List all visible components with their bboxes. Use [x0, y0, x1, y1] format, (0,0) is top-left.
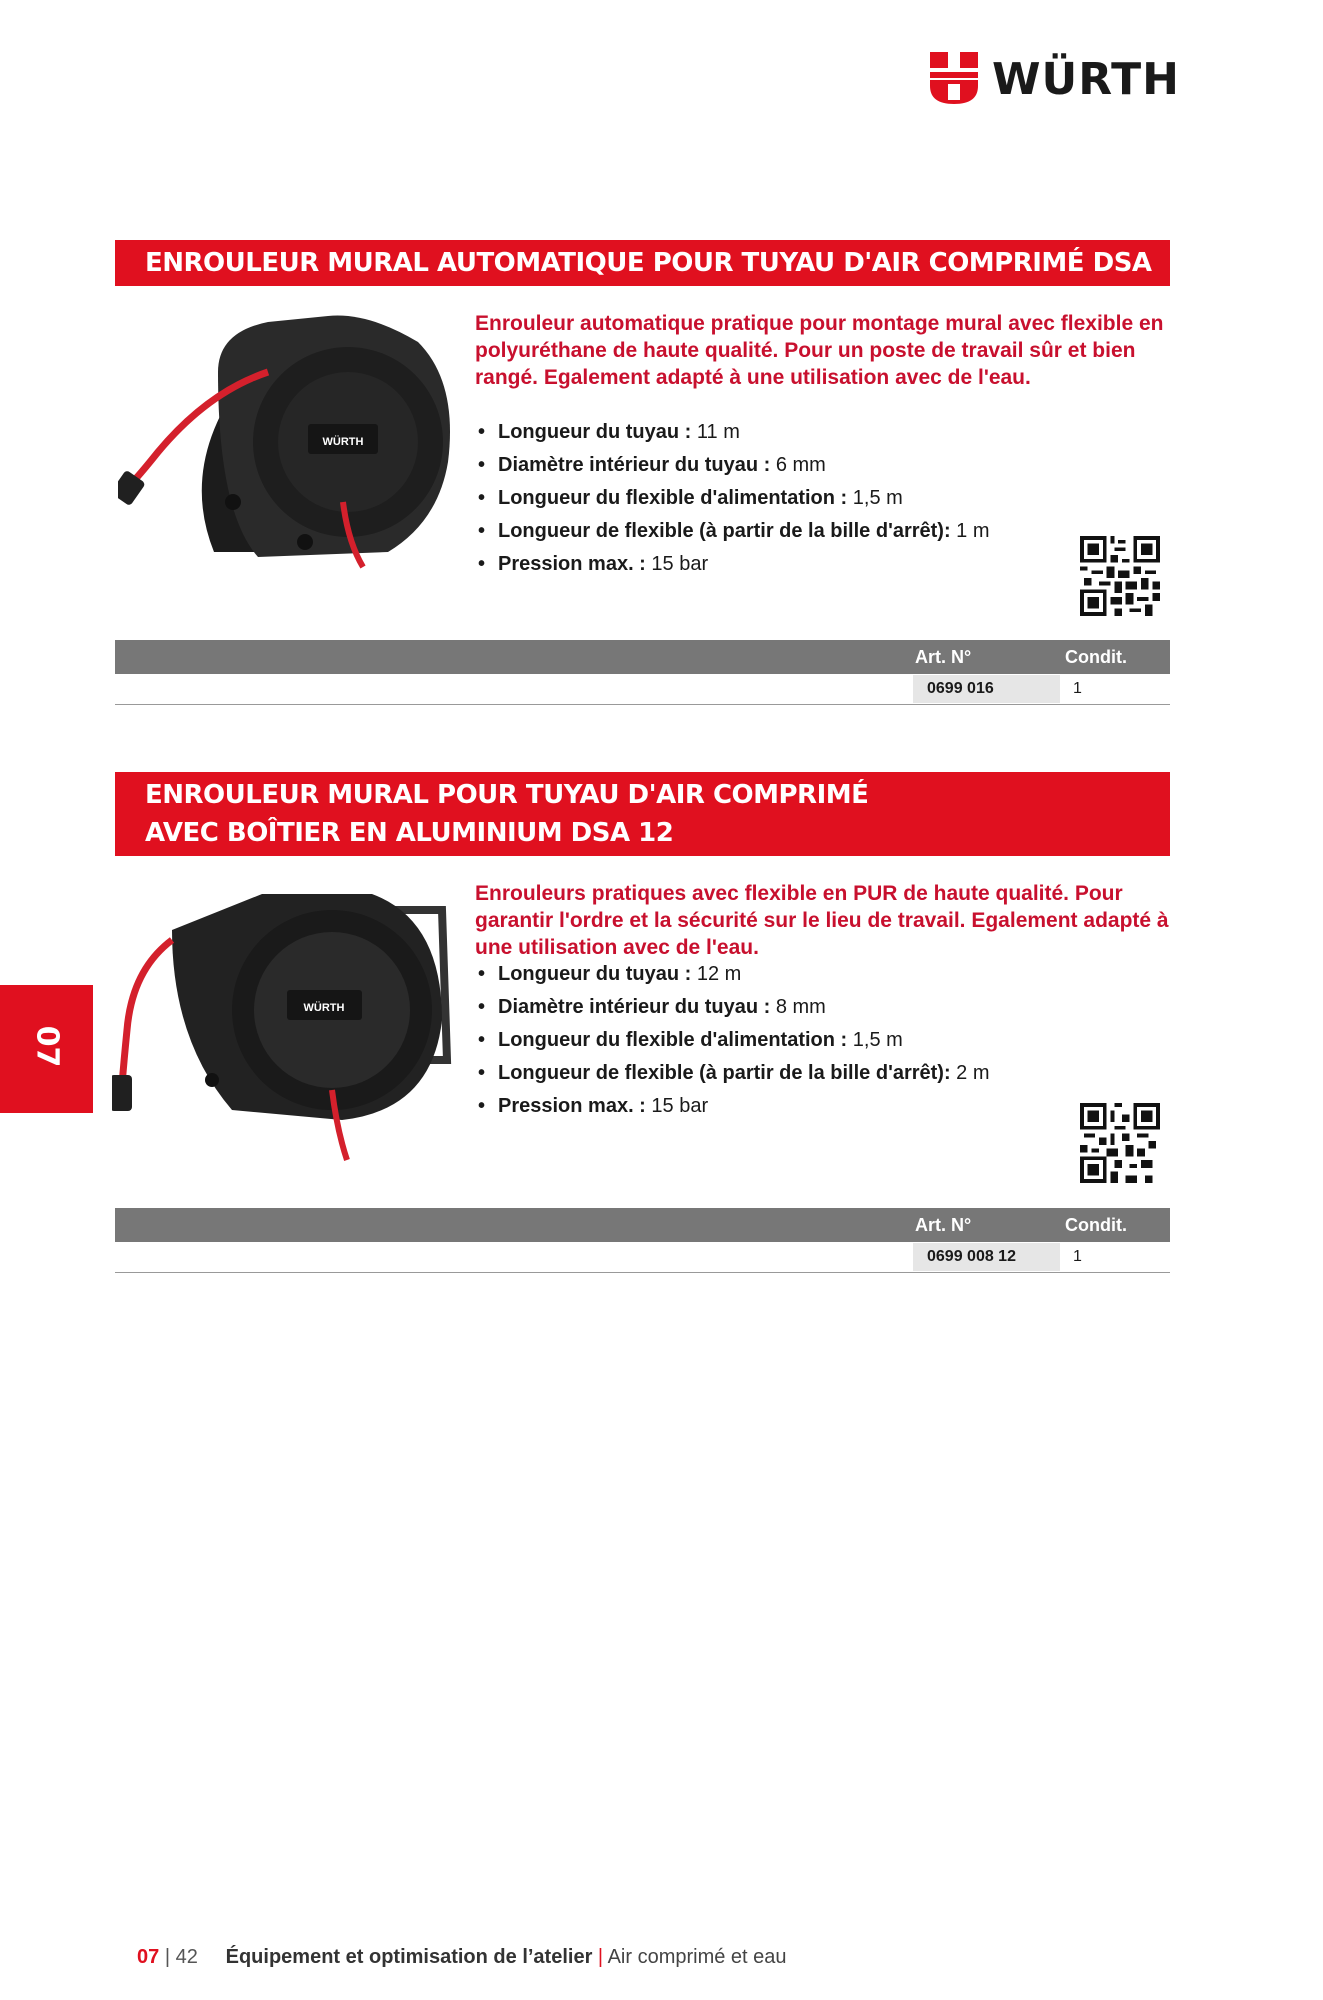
product-2-table-header — [115, 1208, 1170, 1242]
spec-item: • Longueur du flexible d'alimentation : 1,5 m — [478, 486, 1058, 511]
spec-item: • Pression max. : 15 bar — [478, 1094, 1058, 1119]
product-2-table-row — [115, 1242, 1170, 1273]
product-2-title-line-2: AVEC BOÎTIER EN ALUMINIUM DSA 12 — [145, 818, 674, 848]
footer-page-number: | 42 — [164, 1946, 198, 1968]
cond-value: 1 — [1073, 1248, 1082, 1265]
cond-value: 1 — [1073, 680, 1082, 697]
col-cond-header: Condit. — [1065, 647, 1127, 667]
section-side-tab — [0, 985, 93, 1113]
spec-item: • Longueur du flexible d'alimentation : 1,5 m — [478, 1028, 1058, 1053]
product-1-title-line-1: ENROULEUR MURAL AUTOMATIQUE POUR TUYAU D'AIR COMPRIMÉ DSA 11/6-K — [145, 248, 1152, 316]
spec-item: • Diamètre intérieur du tuyau : 6 mm — [478, 453, 1058, 478]
spec-item: • Longueur du tuyau : 12 m — [478, 962, 1058, 987]
footer-chapter: Équipement et optimisation de l’atelier — [225, 1946, 593, 1968]
product-2-image-label: WÜRTH — [303, 1002, 345, 1014]
section-side-tab-label: 07 — [29, 1025, 65, 1068]
spec-item: • Pression max. : 15 bar — [478, 552, 1058, 577]
product-1-specs — [478, 420, 1058, 585]
wurth-logo-icon — [930, 52, 980, 104]
art-number: 0699 008 12 — [913, 1243, 1060, 1271]
footer-subchapter: Air comprimé et eau — [607, 1946, 787, 1968]
product-1-image-label: WÜRTH — [322, 436, 364, 448]
spec-item: • Longueur du tuyau : 11 m — [478, 420, 1058, 445]
spec-item: • Longueur de flexible (à partir de la bille d'arrêt): 2 m — [478, 1061, 1058, 1086]
product-1-table-row — [115, 674, 1170, 705]
wurth-logo-text: WÜRTH — [992, 54, 1181, 105]
col-art-header: Art. N° — [915, 647, 972, 667]
qr-code-icon — [1080, 1103, 1160, 1183]
product-1-table-header — [115, 640, 1170, 674]
product-1-title — [115, 240, 1170, 316]
spec-item: • Longueur de flexible (à partir de la bille d'arrêt): 1 m — [478, 519, 1058, 544]
page-footer — [137, 1946, 787, 1969]
footer-section-number: 07 — [137, 1946, 160, 1968]
wurth-logo — [930, 52, 1181, 108]
col-art-header: Art. N° — [915, 1215, 972, 1235]
product-2-title-line-1: ENROULEUR MURAL POUR TUYAU D'AIR COMPRIMÉ — [145, 780, 869, 810]
product-1-description: Enrouleur automatique pratique pour montage mural avec flexible en polyuréthane de haute qualité. Pour un poste de travail sûr et bien rangé. Egalement adapté à une utilisation avec de l'eau. — [475, 312, 1164, 389]
product-1-image — [118, 312, 458, 572]
product-2-image — [112, 880, 462, 1165]
qr-code-icon — [1080, 536, 1160, 616]
art-number: 0699 016 — [913, 675, 1060, 703]
footer-separator: | — [597, 1946, 604, 1968]
product-2-description: Enrouleurs pratiques avec flexible en PUR de haute qualité. Pour garantir l'ordre et la sécurité sur le lieu de travail. Egalement adapté à une utilisation avec de l'eau. — [475, 882, 1169, 959]
product-2-title — [115, 772, 1170, 856]
product-2-specs — [478, 962, 1058, 1127]
col-cond-header: Condit. — [1065, 1215, 1127, 1235]
spec-item: • Diamètre intérieur du tuyau : 8 mm — [478, 995, 1058, 1020]
